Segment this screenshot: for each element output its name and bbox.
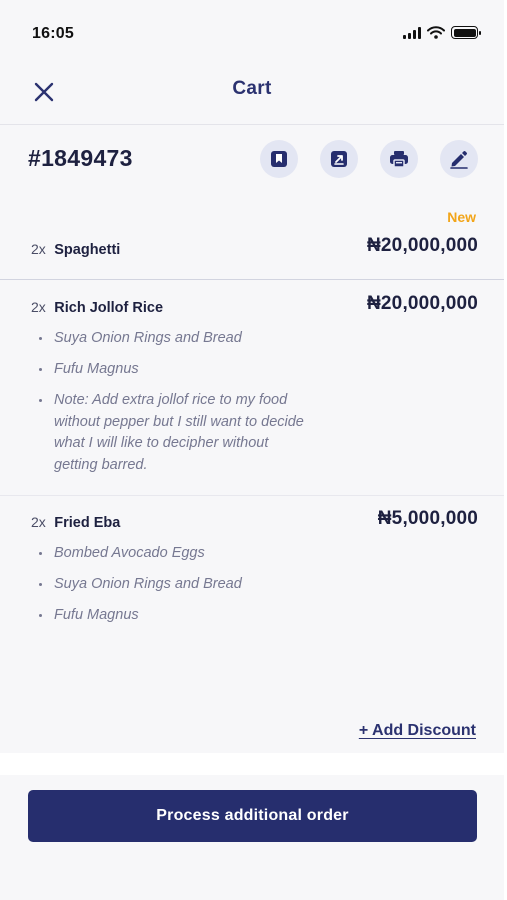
header	[0, 62, 504, 124]
item-note: Note: Add extra jollof rice to my food without pepper but I still want to decide what I will like to decipher without getting barred.	[38, 390, 308, 476]
item-divider	[0, 495, 504, 496]
item-name: Rich Jollof Rice	[54, 300, 164, 316]
bookmark-icon	[269, 149, 289, 169]
share-icon	[329, 149, 349, 169]
bookmark-button[interactable]	[260, 140, 298, 178]
item-quantity: 2x	[31, 299, 46, 315]
page-title: Cart	[232, 78, 272, 99]
item-name: Fried Eba	[54, 515, 121, 531]
item-divider	[0, 279, 504, 280]
print-button[interactable]	[380, 140, 418, 178]
item-quantity: 2x	[31, 241, 46, 257]
wifi-icon	[427, 26, 445, 39]
item-name: Spaghetti	[54, 242, 121, 258]
item-price: ₦20,000,000	[366, 235, 478, 256]
cart-item-spaghetti[interactable]	[31, 235, 478, 265]
cellular-signal-icon	[403, 27, 421, 39]
battery-icon	[451, 26, 478, 39]
cart-item-fried-eba[interactable]	[31, 508, 478, 538]
item-price: ₦5,000,000	[377, 508, 478, 529]
item-option: Suya Onion Rings and Bread	[38, 328, 308, 350]
edit-icon	[448, 149, 470, 169]
process-additional-order-button[interactable]: Process additional order	[28, 790, 477, 842]
item-option: Fufu Magnus	[38, 605, 308, 627]
header-divider	[0, 124, 504, 125]
item-option: Suya Onion Rings and Bread	[38, 574, 308, 596]
print-icon	[388, 149, 410, 169]
status-icons	[403, 26, 478, 39]
edit-button[interactable]	[440, 140, 478, 178]
order-number: #1849473	[28, 145, 133, 171]
new-badge: New	[447, 209, 476, 225]
item-price: ₦20,000,000	[366, 293, 478, 314]
item-option: Fufu Magnus	[38, 359, 308, 381]
add-discount-link[interactable]: + Add Discount	[358, 722, 476, 739]
status-time: 16:05	[32, 25, 74, 42]
share-button[interactable]	[320, 140, 358, 178]
status-bar	[0, 0, 504, 62]
order-actions	[260, 140, 478, 178]
footer-separator	[0, 753, 504, 775]
item-option: Bombed Avocado Eggs	[38, 543, 308, 565]
cart-item-rich-jollof-rice[interactable]	[31, 293, 478, 323]
item-quantity: 2x	[31, 514, 46, 530]
